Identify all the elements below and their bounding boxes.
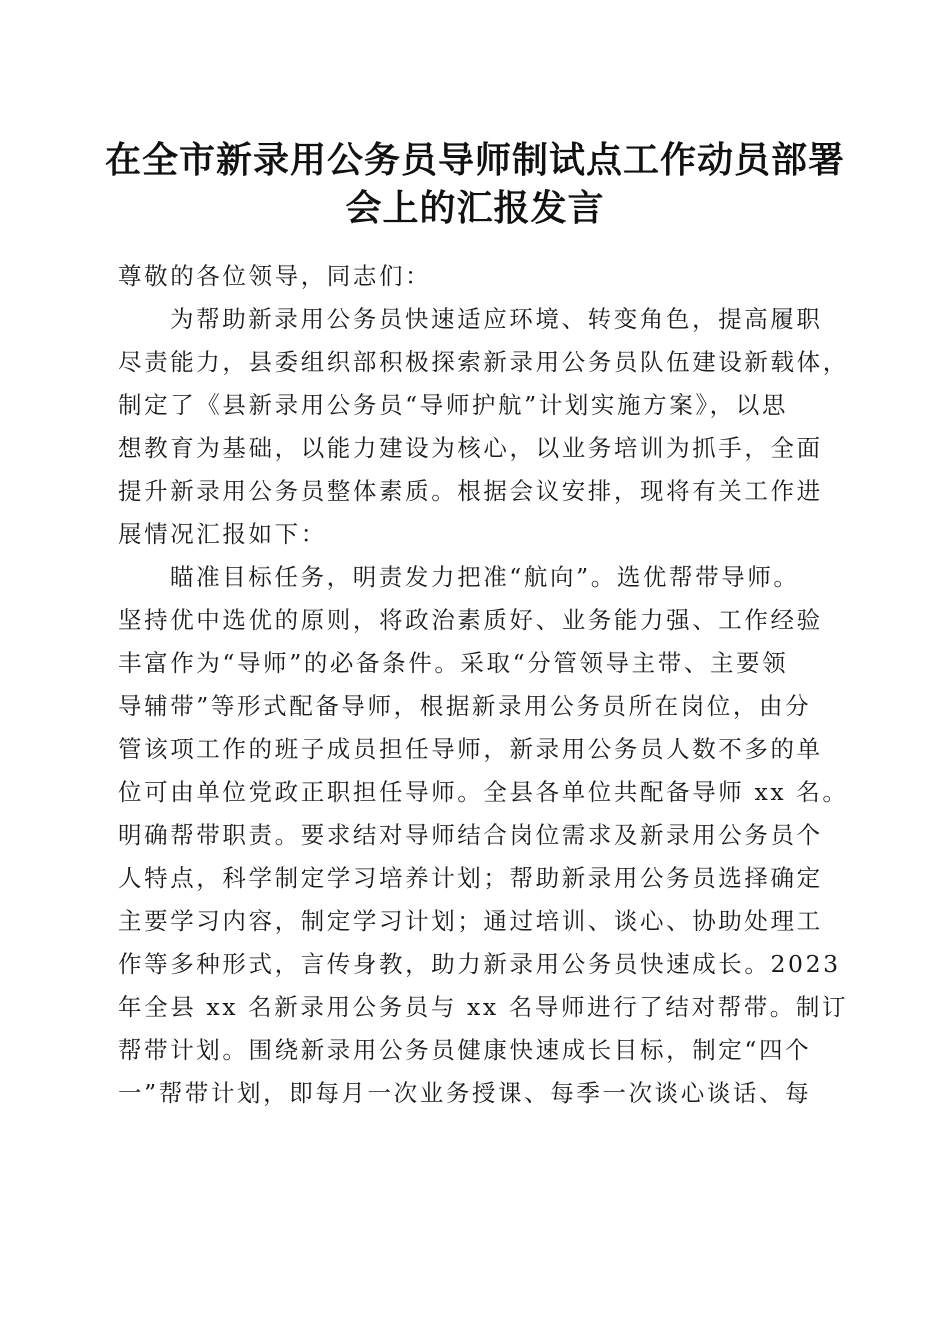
body-line: 想教育为基础，以能力建设为核心，以业务培训为抓手，全面 [118, 434, 823, 462]
body-line: 一”帮带计划，即每月一次业务授课、每季一次谈心谈话、每 [118, 1079, 812, 1107]
document-title [100, 136, 850, 232]
body-line: 展情况汇报如下： [118, 520, 327, 548]
greeting: 尊敬的各位领导，同志们： [118, 262, 432, 290]
body-line: 年全县 xx 名新录用公务员与 xx 名导师进行了结对帮带。制订 [118, 993, 849, 1021]
body-line: 导辅带”等形式配备导师，根据新录用公务员所在岗位，由分 [118, 692, 812, 720]
body-line: 尽责能力，县委组织部积极探索新录用公务员队伍建设新载体， [118, 348, 849, 376]
body-text [118, 298, 849, 1115]
body-line: 位可由单位党政正职担任导师。全县各单位共配备导师 xx 名。 [118, 778, 849, 806]
title-line-1: 在全市新录用公务员导师制试点工作动员部署 [104, 139, 845, 181]
body-line: 管该项工作的班子成员担任导师，新录用公务员人数不多的单 [118, 735, 823, 763]
body-line: 提升新录用公务员整体素质。根据会议安排，现将有关工作进 [118, 477, 823, 505]
body-line: 坚持优中选优的原则，将政治素质好、业务能力强、工作经验 [118, 606, 823, 634]
body-line: 丰富作为“导师”的必备条件。采取“分管领导主带、主要领 [118, 649, 789, 677]
body-line: 明确帮带职责。要求结对导师结合岗位需求及新录用公务员个 [118, 821, 823, 849]
body-line: 主要学习内容，制定学习计划；通过培训、谈心、协助处理工 [118, 907, 823, 935]
body-line: 制定了《县新录用公务员“导师护航”计划实施方案》，以思 [118, 391, 788, 419]
body-line: 帮带计划。围绕新录用公务员健康快速成长目标，制定“四个 [118, 1036, 812, 1064]
body-line: 作等多种形式，言传身教，助力新录用公务员快速成长。2023 [118, 950, 841, 978]
title-line-2: 会上的汇报发言 [345, 187, 605, 229]
body-line: 为帮助新录用公务员快速适应环境、转变角色，提高履职 [170, 305, 823, 333]
body-line: 瞄准目标任务，明责发力把准“航向”。选优帮带导师。 [170, 563, 800, 591]
body-line: 人特点，科学制定学习培养计划；帮助新录用公务员选择确定 [118, 864, 823, 892]
document-body [118, 255, 849, 1115]
